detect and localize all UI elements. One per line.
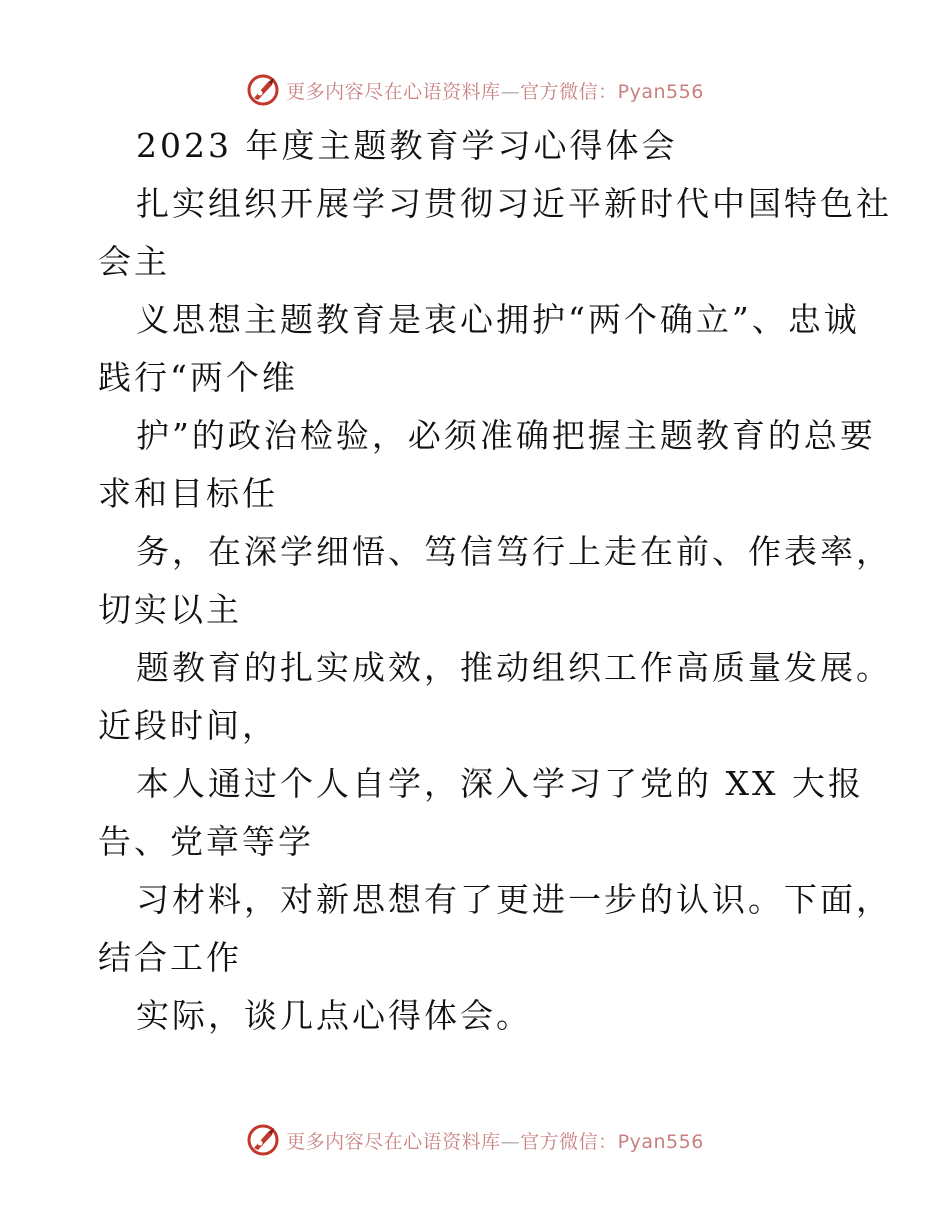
document-line: 扎实组织开展学习贯彻习近平新时代中国特色社 (136, 184, 892, 223)
document-line: 践行“两个维 (98, 358, 298, 397)
document-line: 实际，谈几点心得体会。 (136, 996, 532, 1035)
footer-banner-separator: — (500, 1130, 521, 1153)
document-line: 义思想主题教育是衷心拥护“两个确立”、忠诚 (136, 300, 860, 339)
quill-seal-logo-icon (246, 1123, 280, 1157)
document-line: 本人通过个人自学，深入学习了党的 XX 大报 (136, 764, 864, 803)
document-line: 护”的政治检验，必须准确把握主题教育的总要 (136, 416, 876, 455)
header-banner-contact-text: 官方微信：Pyan556 (520, 80, 704, 103)
header-banner (0, 70, 950, 110)
header-banner-main-text: 更多内容尽在心语资料库 (286, 80, 501, 103)
document-line: 习材料，对新思想有了更进一步的认识。下面， (136, 880, 892, 919)
document-line: 告、党章等学 (98, 822, 314, 861)
document-line: 求和目标任 (98, 474, 278, 513)
footer-banner-main-text: 更多内容尽在心语资料库 (286, 1130, 501, 1153)
footer-banner (0, 1120, 950, 1160)
document-line: 切实以主 (98, 590, 242, 629)
document-line: 会主 (98, 242, 170, 281)
document-line: 务，在深学细悟、笃信笃行上走在前、作表率， (136, 532, 892, 571)
document-line: 题教育的扎实成效，推动组织工作高质量发展。 (136, 648, 892, 687)
quill-seal-logo-icon (246, 73, 280, 107)
header-banner-separator: — (500, 80, 521, 103)
footer-banner-contact-text: 官方微信：Pyan556 (520, 1130, 704, 1153)
document-title: 2023 年度主题教育学习心得体会 (136, 126, 678, 165)
document-line: 近段时间， (98, 706, 278, 745)
document-line: 结合工作 (98, 938, 242, 977)
